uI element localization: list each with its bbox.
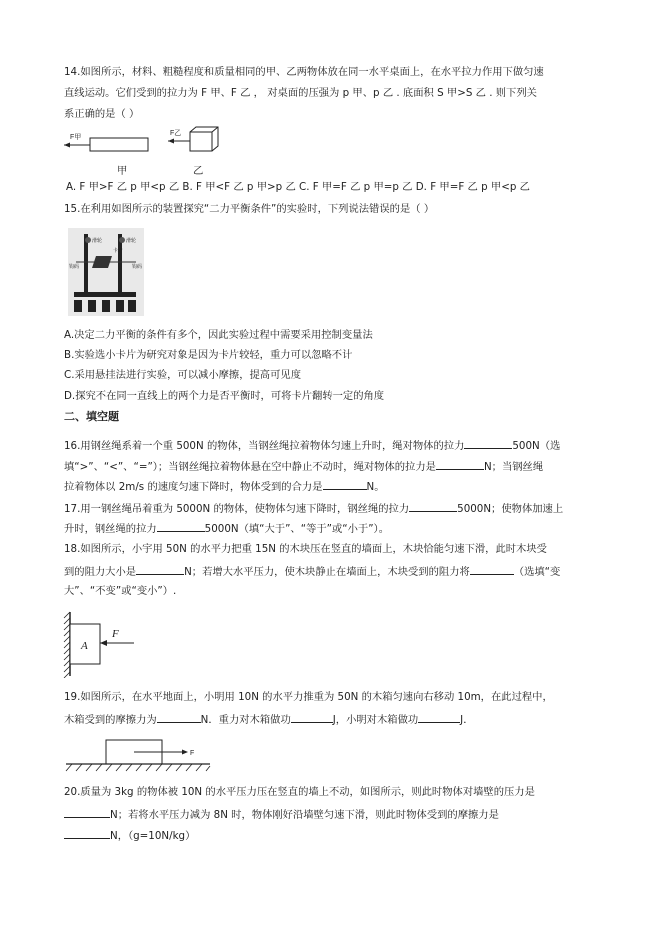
q17-text-1a: 17.用一钢丝绳吊着重为 5000N 的物体，使物体匀速下降时，钢丝绳的拉力 — [64, 503, 410, 515]
q15-apparatus-figure — [66, 226, 146, 318]
q14-force-left-label: F甲 — [70, 134, 82, 141]
q16-text-2a: 填“>”、“<”、“=”）；当钢丝绳拉着物体悬在空中静止不动时，绳对物体的拉力是 — [64, 461, 436, 473]
q14-force-right-label: F乙 — [170, 130, 182, 137]
q18-figure — [62, 610, 152, 678]
q20-line-1: 20.质量为 3kg 的物体被 10N 的水平压力压在竖直的墙上不动，如图所示，则此时物体对墙壁的压力是 — [64, 786, 535, 798]
q19-text-2a: 木箱受到的摩擦力为 — [64, 714, 157, 726]
q15-base — [74, 292, 136, 297]
q18-block-label: A — [81, 640, 88, 652]
q15-right-stand — [118, 234, 122, 294]
q19-force-label: F — [190, 750, 195, 757]
q14-options: A. F 甲>F 乙 p 甲<p 乙 B. F 甲<F 乙 p 甲>p 乙 C. F 甲=F 乙 p 甲=p 乙 D. F 甲=F 乙 p 甲<p 乙 — [66, 181, 530, 193]
q18-force-label: F — [112, 628, 119, 640]
q15-weight-5 — [128, 300, 136, 312]
q19-ground-hatching — [66, 764, 210, 771]
q16-line-2 — [64, 458, 543, 474]
q19-blank-1[interactable] — [157, 711, 201, 723]
q15-weight-1 — [74, 300, 82, 312]
q15-stem: 15.在利用如图所示的装置探究“二力平衡条件”的实验时，下列说法错误的是（ ） — [64, 203, 435, 215]
q14-caption-jia: 甲 — [117, 165, 128, 177]
q15-left-stand — [84, 234, 88, 294]
q16-text-1a: 16.用钢丝绳系着一个重 500N 的物体，当钢丝绳拉着物体匀速上升时，绳对物体的拉力 — [64, 440, 465, 452]
q15-label-hook-right: 钩码 — [132, 264, 143, 270]
q16-text-1b: 500N（选 — [512, 440, 561, 452]
q18-text-2a: 到的阻力大小是 — [64, 566, 137, 578]
q19-figure — [64, 735, 214, 775]
q19-text-2b: N．重力对木箱做功 — [200, 714, 291, 726]
q20-blank-2[interactable] — [64, 827, 110, 839]
q14-arrowhead-left — [64, 143, 70, 148]
q15-right-pulley — [119, 237, 125, 243]
q15-left-pulley — [85, 237, 91, 243]
q14-line-3: 系正确的是（ ） — [64, 108, 140, 120]
q14-line-1: 14.如图所示，材料、粗糙程度和质量相同的甲、乙两物体放在同一水平桌面上，在水平拉力作用下做匀速 — [64, 66, 544, 78]
q20-text-3a: N，（g=10N/kg） — [110, 830, 196, 842]
q15-weight-2 — [88, 300, 96, 312]
q16-text-2b: N；当钢丝绳 — [483, 461, 544, 473]
q17-blank-1[interactable] — [409, 500, 457, 512]
q18-line-3: 大”、“不变”或“变小”）. — [64, 585, 177, 597]
q15-weight-3 — [102, 300, 110, 312]
q15-option-a: A.决定二力平衡的条件有多个，因此实验过程中需要采用控制变量法 — [64, 329, 373, 341]
q18-blank-2[interactable] — [470, 563, 514, 575]
q14-block-yi-front — [190, 132, 212, 151]
q19-blank-3[interactable] — [418, 711, 460, 723]
q19-text-2c: J，小明对木箱做功 — [332, 714, 419, 726]
q14-arrowhead-right — [168, 139, 174, 144]
q19-text-2d: J． — [460, 714, 474, 726]
q19-line-2 — [64, 711, 474, 727]
q16-line-1 — [64, 437, 560, 453]
q15-option-b: B.实验选小卡片为研究对象是因为卡片较轻，重力可以忽略不计 — [64, 349, 353, 361]
q18-line-1: 18.如图所示，小宇用 50N 的水平力把重 15N 的木块压在竖直的墙面上，木块恰能匀速下滑，此时木块受 — [64, 543, 547, 555]
q15-label-pulley-left: 滑轮 — [92, 238, 103, 244]
q17-line-1 — [64, 500, 563, 516]
q15-option-d: D.探究不在同一直线上的两个力是否平衡时，可将卡片翻转一定的角度 — [64, 390, 385, 402]
q15-label-pulley-right: 滑轮 — [126, 238, 137, 244]
q18-force-arrowhead — [100, 640, 107, 646]
q14-block-jia — [90, 138, 148, 151]
q14-figure — [62, 124, 232, 164]
q17-blank-2[interactable] — [157, 520, 205, 532]
q17-text-2b: 5000N（填“大于”、“等于”或“小于”）。 — [204, 523, 389, 535]
q18-line-2 — [64, 563, 560, 579]
q17-text-1b: 5000N；使物体加速上 — [457, 503, 564, 515]
q19-line-1: 19.如图所示，在水平地面上，小明用 10N 的水平力推重为 50N 的木箱匀速向右移动 10m，在此过程中， — [64, 691, 553, 703]
q15-weight-4 — [116, 300, 124, 312]
q18-text-2b: N；若增大水平压力，使木块静止在墙面上，木块受到的阻力将 — [184, 566, 470, 578]
q15-label-hook-left: 钩码 — [69, 264, 80, 270]
q20-text-2a: N；若将水平压力减为 8N 时，物体刚好沿墙壁匀速下滑，则此时物体受到的摩擦力是 — [110, 809, 499, 821]
q18-wall-hatching — [64, 612, 70, 678]
q18-blank-1[interactable] — [136, 563, 184, 575]
q14-caption-yi: 乙 — [193, 165, 204, 177]
q14-line-2: 直线运动。它们受到的拉力为 F 甲、F 乙 ， 对桌面的压强为 p 甲、p 乙 . 底面积 S 甲>S 乙 . 则下列关 — [64, 87, 537, 99]
section-heading-fill-in: 二、填空题 — [64, 410, 119, 423]
q16-blank-3[interactable] — [323, 478, 367, 490]
q16-text-3a: 拉着物体以 2m/s 的速度匀速下降时，物体受到的合力是 — [64, 481, 323, 493]
q19-force-arrowhead — [182, 750, 188, 755]
q16-text-3b: N。 — [366, 481, 385, 493]
q17-line-2 — [64, 520, 389, 536]
q20-blank-1[interactable] — [64, 806, 110, 818]
q20-line-2 — [64, 806, 499, 822]
q16-blank-1[interactable] — [464, 437, 512, 449]
q15-label-card: 卡片 — [113, 248, 124, 254]
q19-blank-2[interactable] — [291, 711, 333, 723]
q16-line-3 — [64, 478, 385, 494]
q18-text-2c: （选填“变 — [513, 566, 561, 578]
q17-text-2a: 升时，钢丝绳的拉力 — [64, 523, 157, 535]
q20-line-3 — [64, 827, 195, 843]
q15-option-c: C.采用悬挂法进行实验，可以减小摩擦，提高可见度 — [64, 369, 301, 381]
q16-blank-2[interactable] — [436, 458, 484, 470]
q14-block-yi-edge — [212, 127, 218, 132]
